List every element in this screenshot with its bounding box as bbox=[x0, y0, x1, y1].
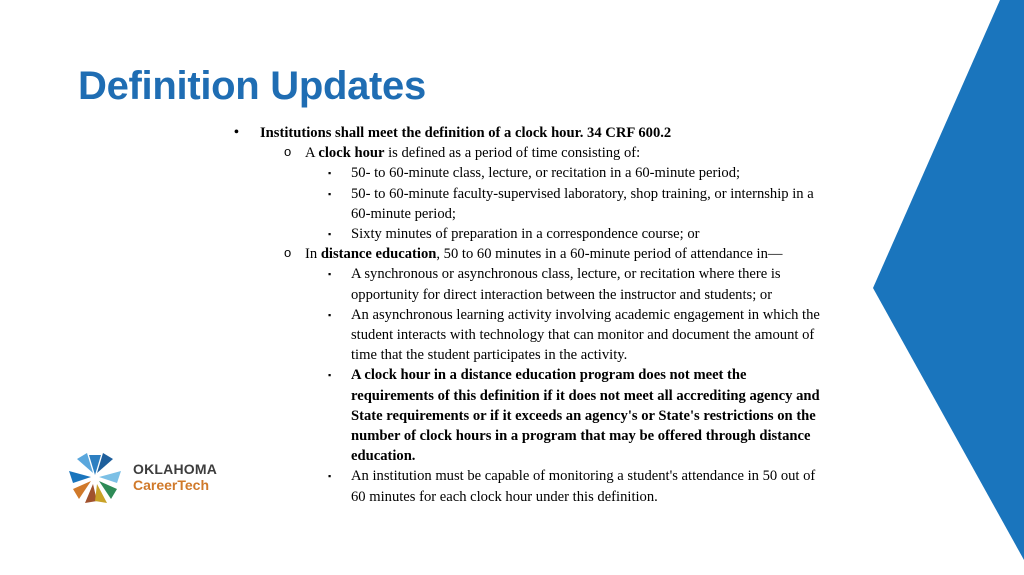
list-item-text: Sixty minutes of preparation in a correspondence course; or bbox=[351, 226, 700, 243]
list-item-text: An asynchronous learning activity involving academic engagement in which the student interacts with technology that can monitor and document the amount of time that the student participates in the activity. bbox=[351, 306, 820, 364]
list-item-text: A clock hour in a distance education program does not meet the requirements of this definition if it does not meet all accrediting agency and State requirements or if it exceeds an agency's or State's restrictions on the number of clock hours in a program that may be offered through distance education. bbox=[351, 367, 820, 465]
list-item-text: 50- to 60-minute class, lecture, or recitation in a 60-minute period; bbox=[351, 165, 741, 182]
sub1-pre: A bbox=[305, 145, 319, 162]
list-item-emphasis bbox=[232, 365, 822, 466]
blue-chevron-shape bbox=[873, 0, 1024, 560]
slide-title: Definition Updates bbox=[78, 64, 426, 108]
slide-body bbox=[232, 123, 822, 507]
sub-bullet-marker: o bbox=[284, 245, 292, 261]
list-item bbox=[232, 264, 822, 304]
sub2-post: , 50 to 60 minutes in a 60-minute period of attendance in— bbox=[436, 246, 783, 263]
term-distance-education: distance education bbox=[320, 246, 437, 263]
square-bullet-marker: ▪ bbox=[328, 229, 332, 240]
square-bullet-marker: ▪ bbox=[328, 309, 332, 320]
bullet-main-text: Institutions shall meet the definition of a clock hour. 34 CRF 600.2 bbox=[260, 125, 672, 141]
sub-bullet-marker: o bbox=[284, 144, 292, 160]
sub-bullet-distance-education bbox=[232, 244, 822, 264]
square-bullet-marker: ▪ bbox=[328, 168, 332, 179]
list-item-text: An institution must be capable of monitoring a student's attendance in 50 out of 60 minutes for each clock hour under this definition. bbox=[351, 468, 816, 505]
square-bullet-marker: ▪ bbox=[328, 269, 332, 280]
logo-text-careertech: CareerTech bbox=[133, 477, 210, 493]
list-item-text: A synchronous or asynchronous class, lecture, or recitation where there is opportunity for direct interaction between the instructor and students; or bbox=[351, 266, 781, 303]
sub-bullet-clock-hour bbox=[232, 143, 822, 163]
list-item bbox=[232, 184, 822, 224]
list-item bbox=[232, 305, 822, 366]
sub1-post: is defined as a period of time consisting of: bbox=[384, 145, 641, 162]
bullet-marker: • bbox=[234, 125, 239, 140]
list-item-text: 50- to 60-minute faculty-supervised laboratory, shop training, or internship in a 60-minute period; bbox=[351, 185, 814, 222]
square-bullet-marker: ▪ bbox=[328, 188, 332, 199]
sub2-pre: In bbox=[305, 246, 321, 263]
square-bullet-marker: ▪ bbox=[328, 370, 332, 381]
list-item bbox=[232, 466, 822, 506]
term-clock-hour: clock hour bbox=[318, 145, 385, 162]
list-item bbox=[232, 224, 822, 244]
bullet-main bbox=[232, 123, 822, 143]
logo-text-oklahoma: OKLAHOMA bbox=[133, 461, 218, 477]
square-bullet-marker: ▪ bbox=[328, 471, 332, 482]
list-item bbox=[232, 163, 822, 183]
